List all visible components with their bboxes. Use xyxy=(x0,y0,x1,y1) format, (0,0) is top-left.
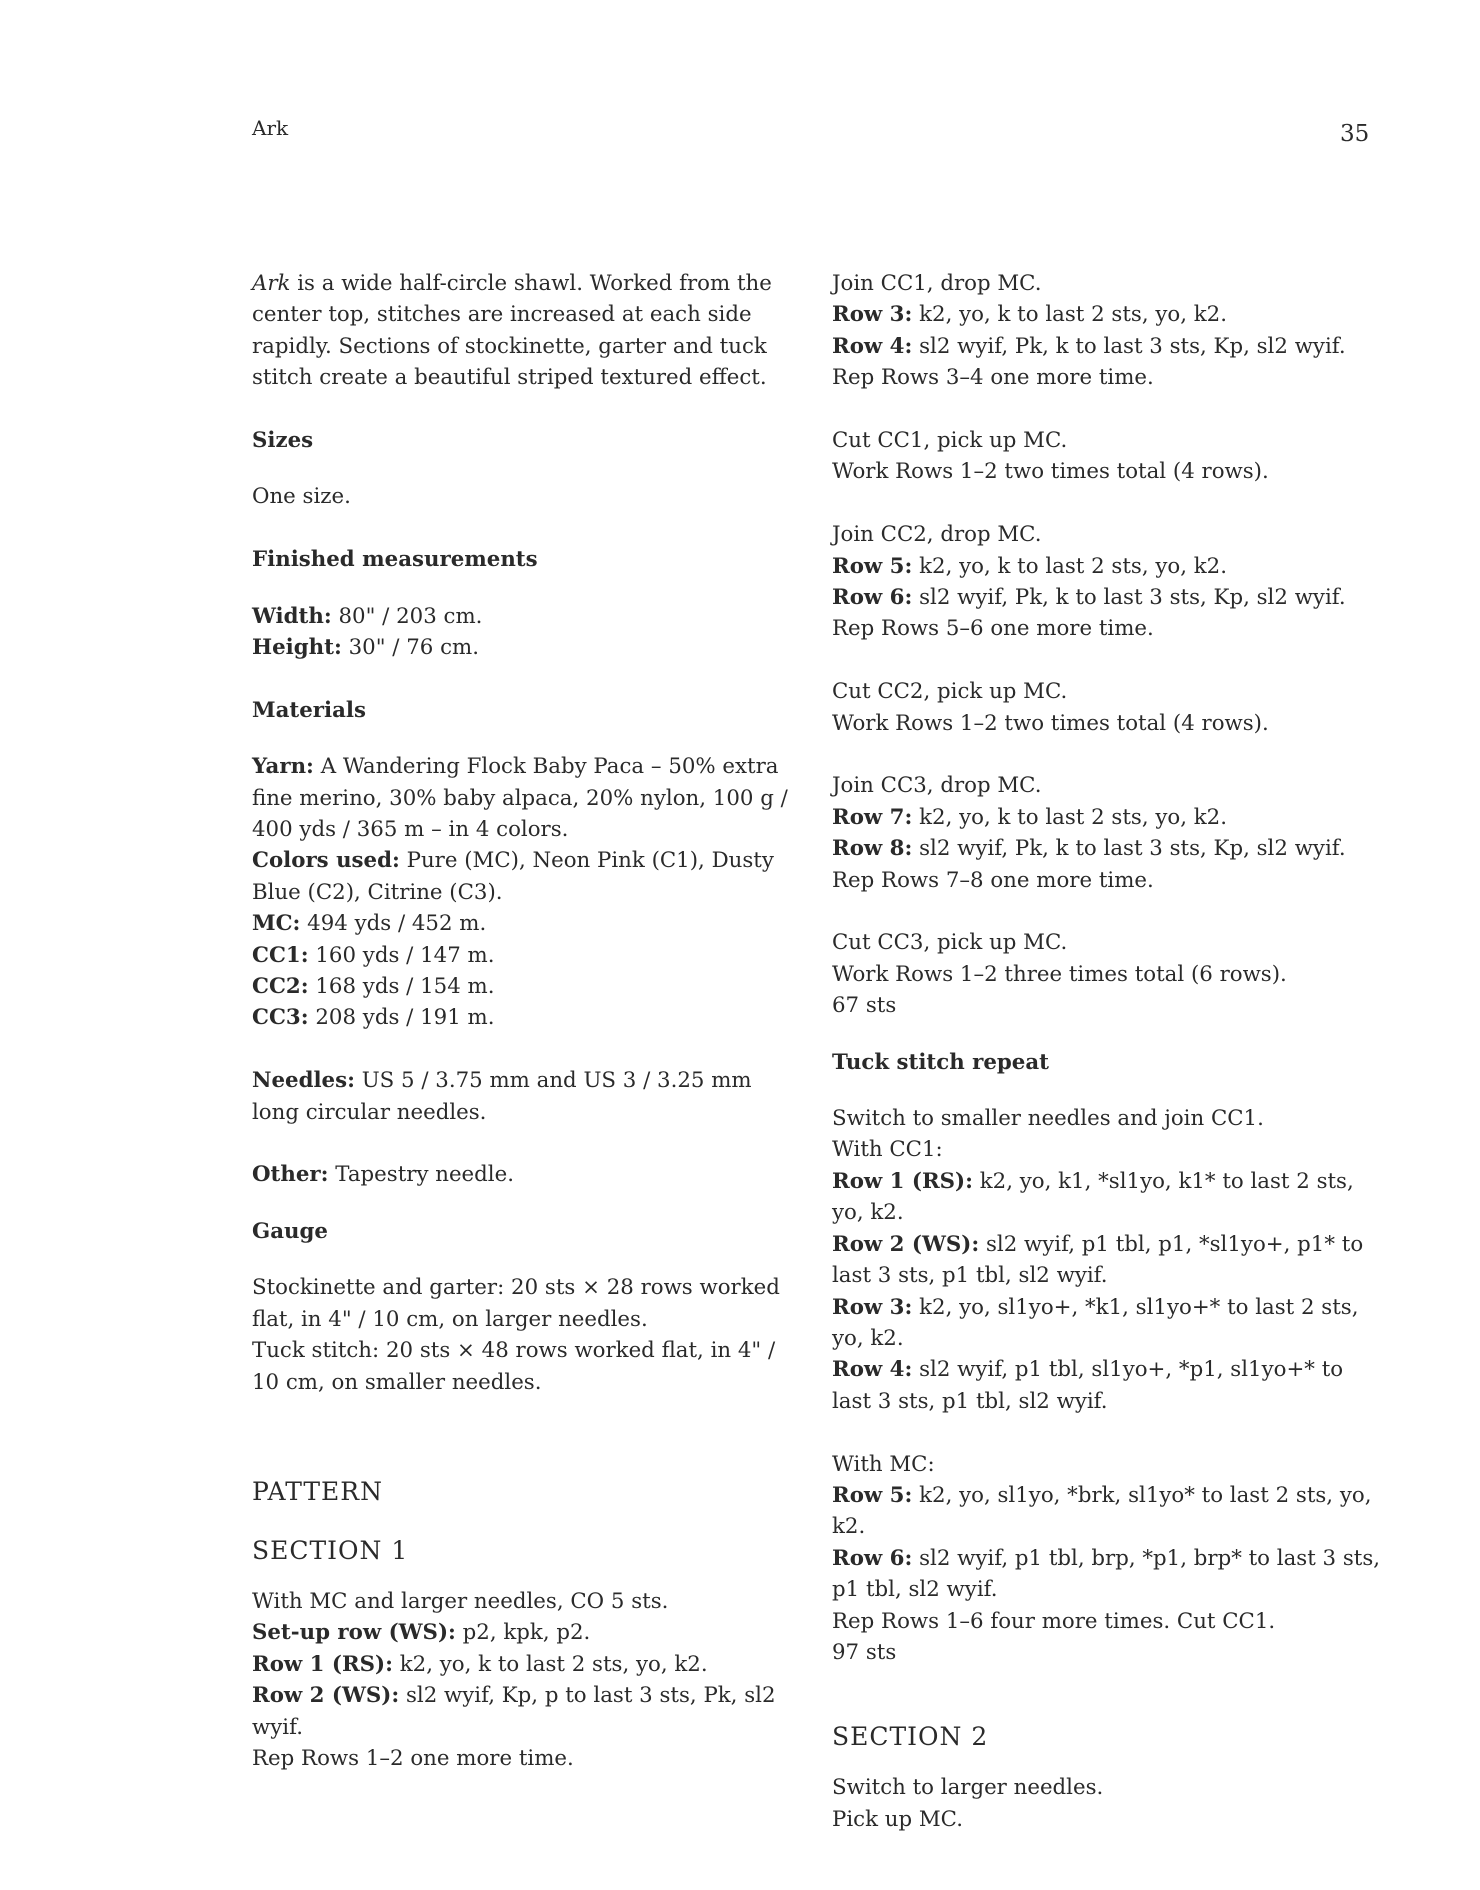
setup-row-label: Set-up row (WS): xyxy=(252,1620,456,1646)
yarn-label: Yarn: xyxy=(252,754,314,780)
section2-heading: SECTION 2 xyxy=(832,1722,989,1752)
gauge-stockinette: Stockinette and garter: 20 sts × 28 rows worked flat, in 4" / 10 cm, on larger needles. xyxy=(252,1275,780,1332)
left-column xyxy=(252,268,792,1774)
rep-rows-1-2: Rep Rows 1–2 one more time. xyxy=(252,1745,574,1771)
row8-label: Row 8: xyxy=(832,836,913,862)
cc3-label: CC3: xyxy=(252,1005,309,1031)
needles-value: US 5 / 3.75 mm and US 3 / 3.25 mm long circular needles. xyxy=(252,1068,752,1125)
join-cc3: Join CC3, drop MC. xyxy=(832,773,1042,799)
materials-heading: Materials xyxy=(252,697,366,723)
finished-measurements-heading: Finished measurements xyxy=(252,547,538,573)
cc2-value: 168 yds / 154 m. xyxy=(308,974,495,1000)
row8-line xyxy=(832,833,1382,864)
row4-value: sl2 wyif, Pk, k to last 3 sts, Kp, sl2 wyif. xyxy=(912,333,1346,359)
cut-cc2: Cut CC2, pick up MC. xyxy=(832,679,1068,705)
row5-label: Row 5: xyxy=(832,553,913,579)
row6-value: sl2 wyif, Pk, k to last 3 sts, Kp, sl2 wyif. xyxy=(912,585,1346,611)
cc1-value: 160 yds / 147 m. xyxy=(308,942,495,968)
row5-value: k2, yo, k to last 2 sts, yo, k2. xyxy=(912,553,1227,579)
pattern-heading: PATTERN xyxy=(252,1476,383,1506)
sizes-heading: Sizes xyxy=(252,428,314,454)
row5-line xyxy=(832,551,1382,582)
intro-paragraph xyxy=(252,268,792,394)
stitch-count-97: 97 sts xyxy=(832,1639,897,1665)
height-label: Height: xyxy=(252,635,342,661)
cc2-line xyxy=(252,971,792,1002)
row3-label: Row 3: xyxy=(832,302,913,328)
gauge-tuck: Tuck stitch: 20 sts × 48 rows worked flat, in 4" / 10 cm, on smaller needles. xyxy=(252,1338,776,1395)
rep-rows-1-6: Rep Rows 1–6 four more times. Cut CC1. xyxy=(832,1608,1276,1634)
tuck-row3-label: Row 3: xyxy=(832,1294,913,1320)
cc3-value: 208 yds / 191 m. xyxy=(308,1005,495,1031)
width-value: 80" / 203 cm. xyxy=(331,603,483,629)
row3-line xyxy=(832,299,1382,330)
rep-rows-7-8: Rep Rows 7–8 one more time. xyxy=(832,867,1154,893)
tuck-row5-line xyxy=(832,1480,1382,1543)
tuck-row2-value: sl2 wyif, p1 tbl, p1, *sl1yo+, p1* to last 3 sts, p1 tbl, sl2 wyif. xyxy=(832,1231,1364,1289)
row7-value: k2, yo, k to last 2 sts, yo, k2. xyxy=(912,804,1227,830)
row2-line xyxy=(252,1680,792,1743)
right-column xyxy=(832,268,1382,1835)
needles-line xyxy=(252,1065,792,1128)
section1-heading: SECTION 1 xyxy=(252,1535,409,1565)
with-mc: With MC: xyxy=(832,1451,935,1477)
tuck-row1-line xyxy=(832,1166,1382,1229)
row4-line xyxy=(832,331,1382,362)
width-line xyxy=(252,601,792,632)
tuck-row4-label: Row 4: xyxy=(832,1357,913,1383)
switch-larger-needles: Switch to larger needles. xyxy=(832,1775,1104,1801)
other-label: Other: xyxy=(252,1162,329,1188)
cc3-line xyxy=(252,1002,792,1033)
other-value: Tapestry needle. xyxy=(328,1162,514,1188)
mc-value: 494 yds / 452 m. xyxy=(300,911,487,937)
sizes-text: One size. xyxy=(252,484,351,510)
tuck-row4-value: sl2 wyif, p1 tbl, sl1yo+, *p1, sl1yo+* to last 3 sts, p1 tbl, sl2 wyif. xyxy=(832,1357,1344,1414)
row2-value: sl2 wyif, Kp, p to last 3 sts, Pk, sl2 wyif. xyxy=(252,1683,776,1740)
row7-line xyxy=(832,802,1382,833)
row8-value: sl2 wyif, Pk, k to last 3 sts, Kp, sl2 wyif. xyxy=(912,836,1346,862)
mc-line xyxy=(252,908,792,939)
tuck-row5-value: k2, yo, sl1yo, *brk, sl1yo* to last 2 sts, yo, k2. xyxy=(832,1482,1372,1540)
mc-label: MC: xyxy=(252,911,301,937)
work-rows-c: Work Rows 1–2 three times total (6 rows). xyxy=(832,961,1287,987)
yarn-value: A Wandering Flock Baby Paca – 50% extra fine merino, 30% baby alpaca, 20% nylon, 100 g / 400 yds / 365 m – in 4 colors. xyxy=(252,754,788,843)
row6-line xyxy=(832,582,1382,613)
tuck-row2-label: Row 2 (WS): xyxy=(832,1231,980,1257)
cc2-label: CC2: xyxy=(252,974,309,1000)
tuck-row1-value: k2, yo, k1, *sl1yo, k1* to last 2 sts, yo, k2. xyxy=(832,1168,1354,1226)
cc1-line xyxy=(252,940,792,971)
colors-label: Colors used: xyxy=(252,848,400,874)
yarn-line xyxy=(252,751,792,845)
page-number: 35 xyxy=(1340,121,1370,147)
row1-value: k2, yo, k to last 2 sts, yo, k2. xyxy=(392,1651,708,1677)
pick-up-mc: Pick up MC. xyxy=(832,1806,963,1832)
setup-row-value: p2, kpk, p2. xyxy=(455,1620,591,1646)
tuck-row6-label: Row 6: xyxy=(832,1545,913,1571)
join-cc1: Join CC1, drop MC. xyxy=(832,271,1042,296)
tuck-row3-value: k2, yo, sl1yo+, *k1, sl1yo+* to last 2 sts, yo, k2. xyxy=(832,1294,1359,1351)
join-cc2: Join CC2, drop MC. xyxy=(832,522,1042,548)
colors-value: Pure (MC), Neon Pink (C1), Dusty Blue (C2), Citrine (C3). xyxy=(252,848,774,905)
tuck-row6-line xyxy=(832,1543,1382,1606)
height-line xyxy=(252,632,792,663)
switch-smaller-needles: Switch to smaller needles and join CC1. xyxy=(832,1106,1264,1132)
tuck-row3-line xyxy=(832,1292,1382,1355)
colors-line xyxy=(252,845,792,908)
cut-cc1: Cut CC1, pick up MC. xyxy=(832,428,1068,454)
row1-label: Row 1 (RS): xyxy=(252,1651,393,1677)
row1-line xyxy=(252,1649,792,1680)
tuck-row6-value: sl2 wyif, p1 tbl, brp, *p1, brp* to last 3 sts, p1 tbl, sl2 wyif. xyxy=(832,1545,1381,1603)
tuck-row2-line xyxy=(832,1229,1382,1292)
row2-label: Row 2 (WS): xyxy=(252,1683,400,1709)
rep-rows-3-4: Rep Rows 3–4 one more time. xyxy=(832,365,1154,391)
tuck-row5-label: Row 5: xyxy=(832,1482,913,1508)
rep-rows-5-6: Rep Rows 5–6 one more time. xyxy=(832,616,1154,642)
s1-cast-on: With MC and larger needles, CO 5 sts. xyxy=(252,1588,669,1614)
other-line xyxy=(252,1159,792,1190)
tuck-stitch-heading: Tuck stitch repeat xyxy=(832,1049,1049,1075)
intro-title-italic: Ark xyxy=(252,271,291,296)
tuck-row1-label: Row 1 (RS): xyxy=(832,1168,973,1194)
height-value: 30" / 76 cm. xyxy=(341,635,479,661)
gauge-heading: Gauge xyxy=(252,1218,328,1244)
cc1-label: CC1: xyxy=(252,942,309,968)
setup-row-line xyxy=(252,1617,792,1648)
cut-cc3: Cut CC3, pick up MC. xyxy=(832,930,1068,956)
row3-value: k2, yo, k to last 2 sts, yo, k2. xyxy=(912,302,1227,328)
running-title: Ark xyxy=(252,116,289,140)
intro-text: is a wide half-circle shawl. Worked from the center top, stitches are increased at each side rapidly. Sections of stockinette, garter and tuck stitch create a beautiful striped textured effect. xyxy=(252,271,772,391)
row7-label: Row 7: xyxy=(832,804,913,830)
row4-label: Row 4: xyxy=(832,333,913,359)
work-rows-b: Work Rows 1–2 two times total (4 rows). xyxy=(832,710,1269,736)
work-rows-a: Work Rows 1–2 two times total (4 rows). xyxy=(832,459,1269,485)
needles-label: Needles: xyxy=(252,1068,355,1094)
tuck-row4-line xyxy=(832,1354,1382,1417)
with-cc1: With CC1: xyxy=(832,1137,943,1163)
row6-label: Row 6: xyxy=(832,585,913,611)
stitch-count-67: 67 sts xyxy=(832,993,897,1019)
width-label: Width: xyxy=(252,603,332,629)
